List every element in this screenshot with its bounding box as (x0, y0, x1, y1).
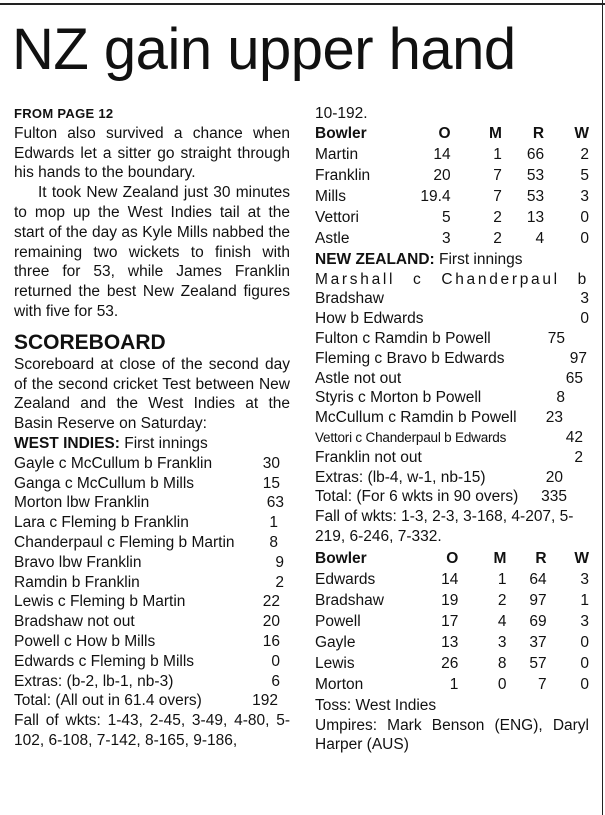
batsman-name: Franklin not out (315, 448, 422, 466)
wi-bowling-table (315, 124, 589, 250)
article-paragraph-1: Fulton also survived a chance when Edwards let a sitter go straight through his hands to the boundary. (14, 124, 290, 182)
wi-bowling-row (315, 208, 589, 229)
bowling-figure: 0 (580, 209, 589, 227)
batsman-runs: 63 (266, 494, 284, 512)
batsman-name: Extras: (lb-4, w-1, nb-15) (315, 468, 486, 486)
column-header: Bowler (315, 550, 367, 568)
batsman-runs: 75 (547, 329, 565, 347)
wi-batting-row (14, 533, 278, 553)
headline: NZ gain upper hand (12, 17, 516, 82)
umpires-info: Umpires: Mark Benson (ENG), Daryl Harper (AUS) (315, 716, 589, 754)
batsman-name: How b Edwards (315, 310, 424, 328)
column-header: W (574, 125, 589, 143)
batsman-runs: 192 (252, 692, 278, 710)
batsman-name: Vettori c Chanderpaul b Edwards (315, 429, 507, 445)
bowling-figure: 19 (441, 592, 459, 610)
batsman-runs: 65 (565, 369, 583, 387)
scoreboard-intro: Scoreboard at close of the second day of the second cricket Test between New Zealand and the West Indies at the Basin Reserve on Saturday: (14, 355, 290, 433)
nz-bowling-row (315, 675, 589, 696)
bowling-figure: 1 (497, 571, 507, 589)
bowling-figure: 64 (529, 571, 547, 589)
batsman-runs: 8 (269, 533, 278, 551)
bowling-figure: 20 (433, 167, 451, 185)
wi-bowling-row (315, 187, 589, 208)
bowler-name: Martin (315, 146, 359, 164)
bowling-figure: 2 (580, 146, 589, 164)
nz-innings-subtitle: First innings (434, 250, 523, 268)
batsman-name: Lewis c Fleming b Martin (14, 593, 186, 611)
wi-innings-heading (14, 434, 290, 454)
from-page-label: FROM PAGE 12 (14, 106, 114, 121)
batsman-name: Bradshaw (315, 290, 384, 308)
nz-batting-list (315, 309, 589, 507)
nz-bowling-row (315, 591, 589, 612)
batsman-runs: 0 (580, 310, 589, 328)
wi-batting-row (14, 493, 284, 513)
left-column (14, 104, 290, 751)
wi-batting-row (14, 573, 284, 593)
wi-bowling-row (315, 145, 589, 166)
nz-bowling-row (315, 633, 589, 654)
batsman-name: Extras: (b-2, lb-1, nb-3) (14, 672, 174, 690)
bowler-name: Mills (315, 188, 346, 206)
wi-bowling-header (315, 124, 589, 145)
bowling-figure: 17 (441, 613, 459, 631)
nz-bowling-header (315, 549, 589, 570)
bowling-figure: 69 (529, 613, 547, 631)
batsman-runs: 3 (580, 290, 589, 308)
batsman-runs: 8 (556, 389, 565, 407)
bowling-figure: 14 (433, 146, 451, 164)
wi-batting-row (14, 632, 280, 652)
batsman-runs: 6 (271, 672, 280, 690)
bowling-figure: 3 (580, 571, 589, 589)
batsman-name: Chanderpaul c Fleming b Martin (14, 533, 235, 551)
nz-batting-row (315, 309, 589, 329)
nz-batting-row (315, 428, 583, 448)
bowling-figure: 66 (526, 146, 545, 164)
bowling-figure: 14 (441, 571, 459, 589)
column-header: O (438, 125, 451, 143)
bowling-figure: 2 (497, 592, 507, 610)
bowler-name: Franklin (315, 167, 371, 185)
wi-bowling-row (315, 229, 589, 250)
bowling-figure: 5 (580, 167, 589, 185)
bowling-figure: 0 (580, 676, 589, 694)
wi-innings-title: WEST INDIES: (14, 434, 120, 452)
bowling-figure: 5 (441, 209, 451, 227)
batsman-runs: 20 (262, 613, 280, 631)
nz-batting-row (315, 388, 565, 408)
batsman-name: Styris c Morton b Powell (315, 389, 482, 407)
wi-batting-list (14, 454, 290, 711)
batsman-name: Total: (For 6 wkts in 90 overs) (315, 488, 519, 506)
batsman-name: Ramdin b Franklin (14, 573, 140, 591)
bowling-figure: 97 (529, 592, 547, 610)
batsman-name: Fleming c Bravo b Edwards (315, 349, 505, 367)
bowler-name: Bradshaw (315, 592, 384, 610)
bowling-figure: 37 (529, 634, 547, 652)
batsman-runs: 23 (545, 409, 563, 427)
nz-batting-row (315, 329, 565, 349)
batsman-runs: 2 (574, 448, 583, 466)
bowler-name: Gayle (315, 634, 356, 652)
bowling-figure: 0 (580, 230, 589, 248)
wi-batting-row (14, 652, 280, 672)
wi-batting-row (14, 454, 280, 474)
batsman-name: Gayle c McCullum b Franklin (14, 454, 213, 472)
batsman-runs: 30 (262, 454, 280, 472)
bowling-figure: 2 (493, 209, 502, 227)
batsman-runs: 42 (565, 428, 583, 446)
batsman-name: Lara c Fleming b Franklin (14, 514, 189, 532)
batsman-runs: 2 (275, 573, 284, 591)
batsman-runs: 0 (271, 652, 280, 670)
bowling-figure: 8 (497, 655, 507, 673)
nz-batting-marshall: Marshall c Chanderpaul b (315, 270, 589, 288)
nz-bowling-row (315, 570, 589, 591)
bowling-figure: 13 (526, 209, 545, 227)
bowling-figure: 3 (580, 613, 589, 631)
column-header: Bowler (315, 125, 367, 143)
wi-batting-row (14, 691, 278, 711)
bowling-figure: 0 (580, 634, 589, 652)
column-header: M (493, 550, 507, 568)
column-header: M (488, 125, 502, 143)
bowling-figure: 1 (449, 676, 459, 694)
bowler-name: Edwards (315, 571, 376, 589)
nz-bowling-table (315, 549, 589, 696)
batsman-name: McCullum c Ramdin b Powell (315, 409, 517, 427)
nz-innings-heading (315, 250, 589, 270)
wi-batting-row (14, 672, 280, 692)
column-rule (602, 0, 603, 815)
bowling-figure: 3 (580, 188, 589, 206)
batsman-name: Total: (All out in 61.4 overs) (14, 692, 202, 710)
batsman-name: Bravo lbw Franklin (14, 553, 142, 571)
bowling-figure: 3 (497, 634, 507, 652)
batsman-name: Astle not out (315, 369, 402, 387)
nz-batting-row (315, 349, 587, 369)
bowling-figure: 7 (493, 167, 502, 185)
column-header: W (574, 550, 589, 568)
batsman-name: Ganga c McCullum b Mills (14, 474, 195, 492)
scoreboard-heading: SCOREBOARD (14, 330, 166, 354)
bowling-figure: 53 (526, 167, 545, 185)
nz-batting-row (315, 289, 589, 309)
bowling-figure: 19.4 (420, 188, 451, 206)
batsman-runs: 335 (541, 488, 567, 506)
nz-fall-of-wickets: Fall of wkts: 1-3, 2-3, 3-168, 4-207, 5-219, 6-246, 7-332. (315, 508, 574, 545)
bowling-figure: 57 (529, 655, 547, 673)
batsman-name: Fulton c Ramdin b Powell (315, 329, 491, 347)
column-header: R (535, 550, 547, 568)
nz-batting-row (315, 448, 583, 468)
bowling-figure: 13 (441, 634, 459, 652)
wi-fall-of-wickets: Fall of wkts: 1-43, 2-45, 3-49, 4-80, 5-102, 6-108, 7-142, 8-165, 9-186, (14, 712, 290, 749)
bowler-name: Lewis (315, 655, 355, 673)
wi-batting-row (14, 612, 280, 632)
batsman-name: Edwards c Fleming b Mills (14, 652, 195, 670)
right-column (315, 104, 589, 755)
bowler-name: Powell (315, 613, 361, 631)
batsman-runs: 97 (569, 349, 587, 367)
wi-batting-row (14, 474, 280, 494)
batsman-runs: 22 (262, 593, 280, 611)
wi-innings-subtitle: First innings (119, 434, 208, 452)
nz-bowling-row (315, 654, 589, 675)
bowling-figure: 0 (580, 655, 589, 673)
batsman-runs: 16 (262, 632, 280, 650)
batsman-runs: 9 (275, 553, 284, 571)
batsman-runs: 15 (262, 474, 280, 492)
bowling-figure: 26 (441, 655, 459, 673)
bowler-name: Vettori (315, 209, 359, 227)
nz-batting-row (315, 487, 567, 507)
column-header: R (532, 125, 545, 143)
wi-fall-continued: 10-192. (315, 105, 368, 122)
bowling-figure: 0 (497, 676, 507, 694)
nz-innings-title: NEW ZEALAND: (315, 250, 435, 268)
toss-info: Toss: West Indies (315, 696, 437, 714)
batsman-name: Morton lbw Franklin (14, 494, 150, 512)
batsman-runs: 1 (269, 514, 278, 532)
top-rule (0, 3, 605, 5)
article-paragraph-2: It took New Zealand just 30 minutes to mop up the West Indies tail at the start of the day as Kyle Mills nabbed the remaining two wickets to finish with three for 53, while James Franklin returned the best New Zealand figures with five for 53. (14, 184, 290, 320)
wi-bowling-row (315, 166, 589, 187)
wi-batting-row (14, 513, 278, 533)
nz-batting-row (315, 408, 563, 428)
bowling-figure: 3 (441, 230, 451, 248)
bowling-figure: 1 (580, 592, 589, 610)
nz-batting-row (315, 369, 583, 389)
bowling-figure: 1 (493, 146, 502, 164)
nz-batting-row (315, 468, 563, 488)
bowling-figure: 2 (493, 230, 502, 248)
bowling-figure: 4 (535, 230, 545, 248)
wi-batting-row (14, 592, 280, 612)
bowling-figure: 4 (497, 613, 507, 631)
batsman-runs: 20 (545, 468, 563, 486)
bowler-name: Morton (315, 676, 364, 694)
column-header: O (446, 550, 459, 568)
nz-bowling-row (315, 612, 589, 633)
batsman-name: Powell c How b Mills (14, 632, 156, 650)
bowler-name: Astle (315, 230, 350, 248)
batsman-name: Bradshaw not out (14, 613, 135, 631)
bowling-figure: 7 (538, 676, 547, 694)
wi-batting-row (14, 553, 284, 573)
bowling-figure: 53 (526, 188, 545, 206)
bowling-figure: 7 (493, 188, 502, 206)
